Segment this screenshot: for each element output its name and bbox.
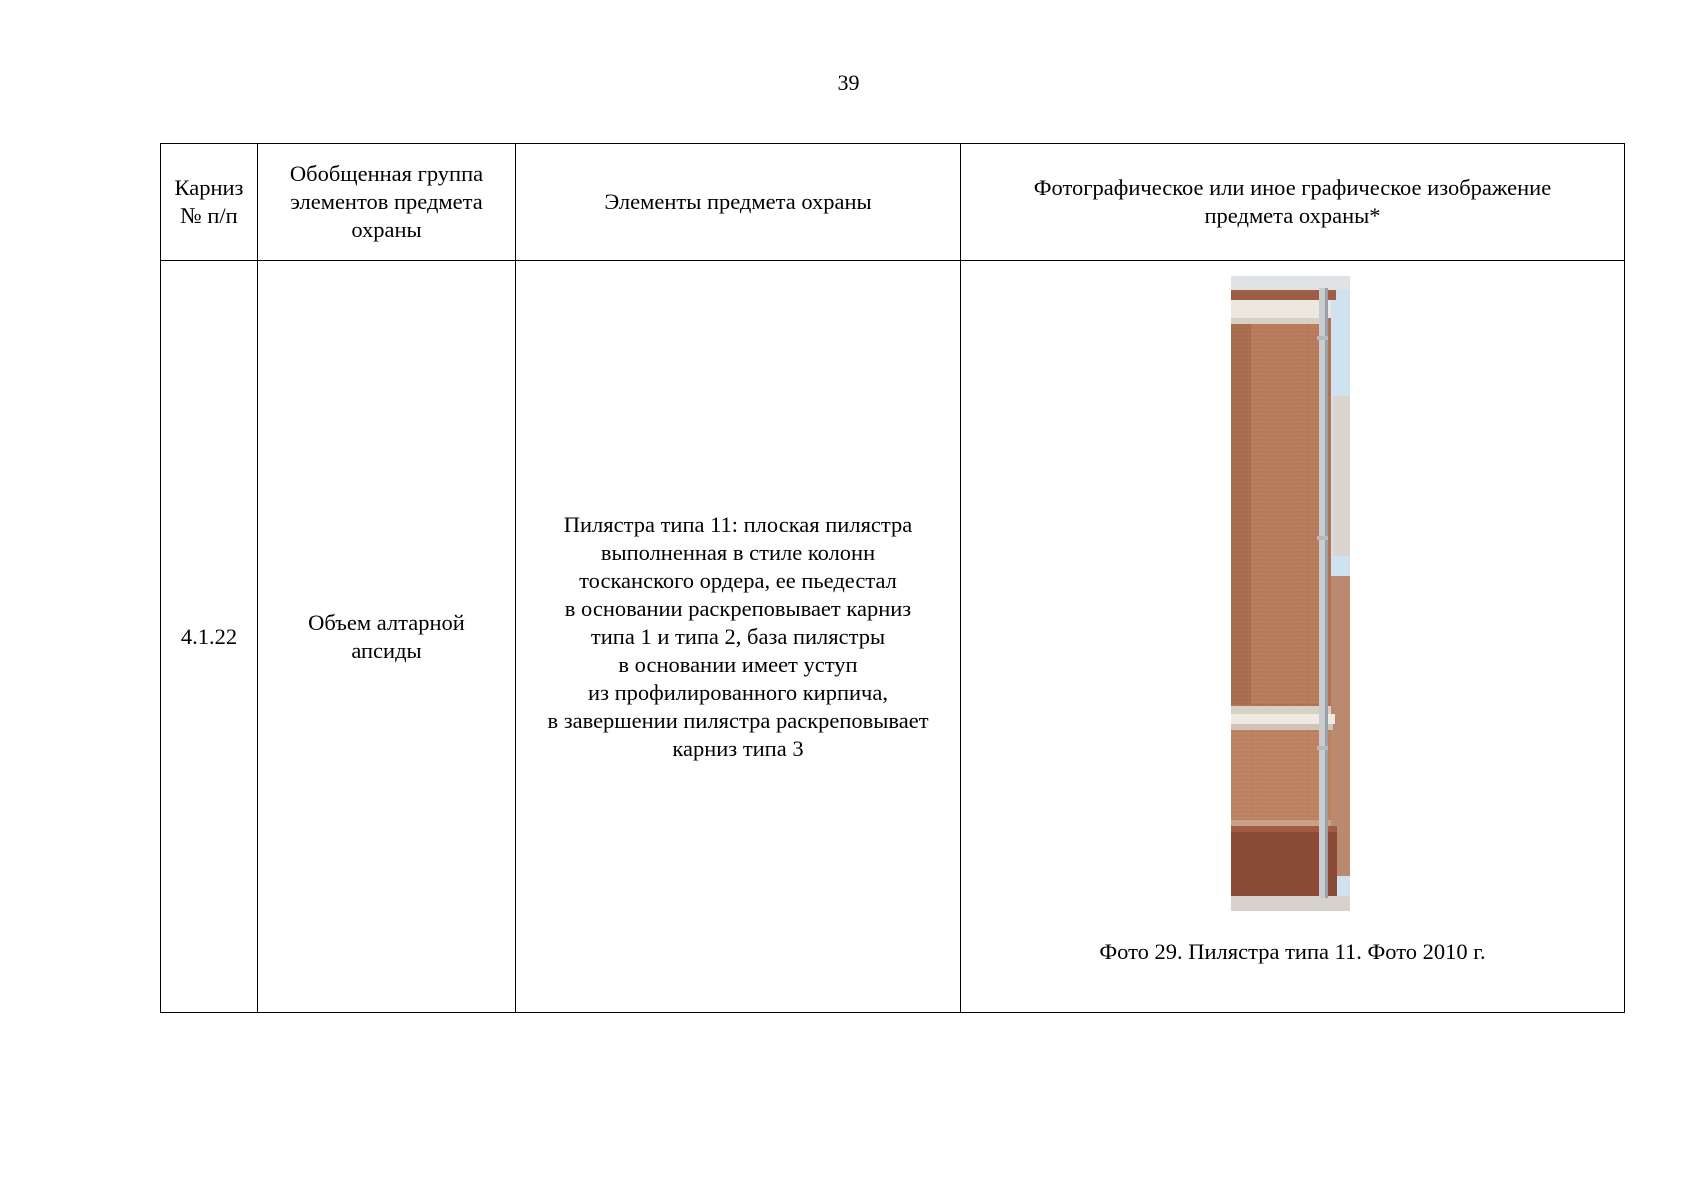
elements-line: в основании имеет уступ: [618, 651, 858, 677]
header-elements-label: Элементы предмета охраны: [604, 189, 872, 214]
photo-caption: Фото 29. Пилястра типа 11. Фото 2010 г.: [1099, 939, 1486, 964]
elements-line: типа 1 и типа 2, база пилястры: [590, 623, 886, 649]
elements-line: в основании раскреповывает карниз: [564, 595, 912, 621]
header-elements: [516, 144, 961, 261]
row-photo-cell: [961, 261, 1625, 1013]
header-group: [258, 144, 516, 261]
elements-line: из профилированного кирпича,: [588, 679, 888, 705]
header-number-label: Карниз № п/п: [174, 175, 244, 228]
elements-line: выполненная в стиле колонн: [600, 539, 876, 565]
pilaster-photo: [1231, 276, 1350, 911]
table-header-row: [161, 144, 1625, 261]
elements-line: тосканского ордера, ее пьедестал: [579, 567, 897, 593]
elements-line: в завершении пилястра раскреповывает: [547, 707, 929, 733]
row-elements: [516, 261, 961, 1013]
elements-line: карниз типа 3: [672, 735, 804, 761]
pilaster-photo-image: [1231, 276, 1350, 911]
elements-line: Пилястра типа 11: плоская пилястра: [563, 511, 913, 537]
page-number: 39: [837, 70, 860, 95]
header-photo-label: Фотографическое или иное графическое изображение предмета охраны*: [1033, 175, 1552, 228]
header-number: [161, 144, 258, 261]
row-group-text: Объем алтарной апсиды: [308, 609, 465, 663]
table-row: [161, 261, 1625, 1013]
protection-table: [160, 143, 1625, 1013]
header-group-label: Обобщенная группа элементов предмета охраны: [289, 161, 484, 242]
row-number: 4.1.22: [161, 261, 258, 1013]
header-photo: [961, 144, 1625, 261]
row-group: [258, 261, 516, 1013]
